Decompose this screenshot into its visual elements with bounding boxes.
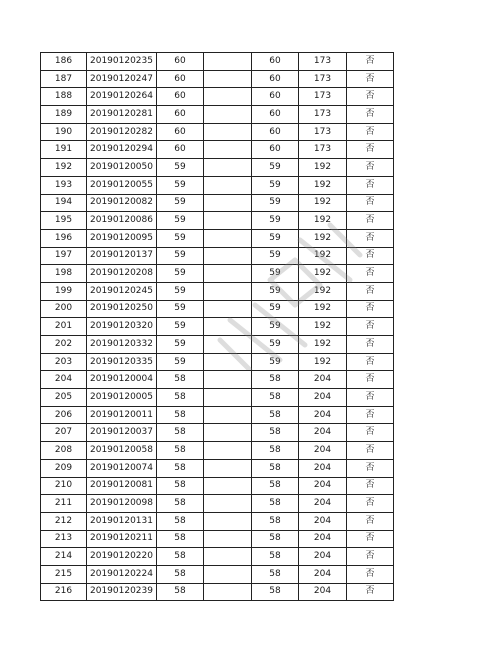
blank-cell xyxy=(204,530,252,548)
blank-cell xyxy=(204,212,252,230)
score-cell: 60 xyxy=(157,106,204,124)
total-score-cell: 60 xyxy=(252,106,299,124)
position-cell: 192 xyxy=(299,318,347,336)
status-cell: 否 xyxy=(347,371,394,389)
position-cell: 192 xyxy=(299,336,347,354)
position-cell: 192 xyxy=(299,159,347,177)
rank-cell: 197 xyxy=(41,247,87,265)
score-cell: 59 xyxy=(157,194,204,212)
rank-cell: 195 xyxy=(41,212,87,230)
student-id-cell: 20190120082 xyxy=(87,194,157,212)
table-row xyxy=(41,318,394,336)
student-id-cell: 20190120098 xyxy=(87,495,157,513)
total-score-cell: 59 xyxy=(252,229,299,247)
position-cell: 173 xyxy=(299,141,347,159)
blank-cell xyxy=(204,495,252,513)
student-id-cell: 20190120081 xyxy=(87,477,157,495)
status-cell: 否 xyxy=(347,336,394,354)
total-score-cell: 60 xyxy=(252,53,299,71)
position-cell: 192 xyxy=(299,229,347,247)
blank-cell xyxy=(204,282,252,300)
table-row xyxy=(41,53,394,71)
score-cell: 58 xyxy=(157,512,204,530)
blank-cell xyxy=(204,548,252,566)
student-id-cell: 20190120005 xyxy=(87,389,157,407)
total-score-cell: 59 xyxy=(252,265,299,283)
table-row xyxy=(41,336,394,354)
status-cell: 否 xyxy=(347,459,394,477)
status-cell: 否 xyxy=(347,106,394,124)
table-row xyxy=(41,565,394,583)
total-score-cell: 58 xyxy=(252,371,299,389)
table-row xyxy=(41,530,394,548)
student-id-cell: 20190120055 xyxy=(87,176,157,194)
position-cell: 204 xyxy=(299,389,347,407)
score-cell: 59 xyxy=(157,282,204,300)
rank-cell: 214 xyxy=(41,548,87,566)
rank-cell: 204 xyxy=(41,371,87,389)
blank-cell xyxy=(204,406,252,424)
rank-cell: 194 xyxy=(41,194,87,212)
blank-cell xyxy=(204,88,252,106)
total-score-cell: 59 xyxy=(252,212,299,230)
score-cell: 58 xyxy=(157,548,204,566)
position-cell: 192 xyxy=(299,247,347,265)
total-score-cell: 59 xyxy=(252,318,299,336)
blank-cell xyxy=(204,53,252,71)
score-cell: 58 xyxy=(157,424,204,442)
table-row xyxy=(41,106,394,124)
student-id-cell: 20190120074 xyxy=(87,459,157,477)
student-id-cell: 20190120011 xyxy=(87,406,157,424)
position-cell: 192 xyxy=(299,194,347,212)
status-cell: 否 xyxy=(347,282,394,300)
rank-cell: 203 xyxy=(41,353,87,371)
student-id-cell: 20190120294 xyxy=(87,141,157,159)
blank-cell xyxy=(204,265,252,283)
student-id-cell: 20190120086 xyxy=(87,212,157,230)
rank-cell: 216 xyxy=(41,583,87,601)
rank-cell: 211 xyxy=(41,495,87,513)
total-score-cell: 59 xyxy=(252,353,299,371)
table-row xyxy=(41,194,394,212)
total-score-cell: 60 xyxy=(252,70,299,88)
status-cell: 否 xyxy=(347,194,394,212)
score-cell: 59 xyxy=(157,176,204,194)
student-id-cell: 20190120335 xyxy=(87,353,157,371)
status-cell: 否 xyxy=(347,442,394,460)
position-cell: 204 xyxy=(299,371,347,389)
status-cell: 否 xyxy=(347,565,394,583)
score-cell: 58 xyxy=(157,389,204,407)
student-id-cell: 20190120245 xyxy=(87,282,157,300)
position-cell: 204 xyxy=(299,565,347,583)
student-id-cell: 20190120137 xyxy=(87,247,157,265)
total-score-cell: 59 xyxy=(252,194,299,212)
status-cell: 否 xyxy=(347,212,394,230)
score-cell: 58 xyxy=(157,530,204,548)
table-row xyxy=(41,583,394,601)
blank-cell xyxy=(204,512,252,530)
status-cell: 否 xyxy=(347,159,394,177)
status-cell: 否 xyxy=(347,88,394,106)
table-row xyxy=(41,229,394,247)
total-score-cell: 58 xyxy=(252,565,299,583)
status-cell: 否 xyxy=(347,53,394,71)
rank-cell: 202 xyxy=(41,336,87,354)
position-cell: 204 xyxy=(299,424,347,442)
total-score-cell: 58 xyxy=(252,442,299,460)
position-cell: 204 xyxy=(299,442,347,460)
position-cell: 173 xyxy=(299,53,347,71)
total-score-cell: 58 xyxy=(252,406,299,424)
blank-cell xyxy=(204,424,252,442)
table-row xyxy=(41,353,394,371)
score-cell: 58 xyxy=(157,565,204,583)
position-cell: 204 xyxy=(299,459,347,477)
table-row xyxy=(41,212,394,230)
blank-cell xyxy=(204,336,252,354)
status-cell: 否 xyxy=(347,229,394,247)
total-score-cell: 58 xyxy=(252,477,299,495)
position-cell: 204 xyxy=(299,512,347,530)
position-cell: 192 xyxy=(299,212,347,230)
table-row xyxy=(41,159,394,177)
status-cell: 否 xyxy=(347,123,394,141)
rank-cell: 191 xyxy=(41,141,87,159)
student-id-cell: 20190120037 xyxy=(87,424,157,442)
rank-cell: 209 xyxy=(41,459,87,477)
table-row xyxy=(41,300,394,318)
score-cell: 59 xyxy=(157,265,204,283)
blank-cell xyxy=(204,565,252,583)
position-cell: 173 xyxy=(299,70,347,88)
score-cell: 60 xyxy=(157,88,204,106)
table-row xyxy=(41,477,394,495)
table-row xyxy=(41,247,394,265)
blank-cell xyxy=(204,300,252,318)
position-cell: 204 xyxy=(299,495,347,513)
score-cell: 60 xyxy=(157,53,204,71)
results-table xyxy=(40,52,394,601)
table-row xyxy=(41,123,394,141)
blank-cell xyxy=(204,70,252,88)
student-id-cell: 20190120235 xyxy=(87,53,157,71)
student-id-cell: 20190120131 xyxy=(87,512,157,530)
total-score-cell: 58 xyxy=(252,530,299,548)
total-score-cell: 59 xyxy=(252,282,299,300)
table-row xyxy=(41,512,394,530)
total-score-cell: 59 xyxy=(252,247,299,265)
rank-cell: 190 xyxy=(41,123,87,141)
table-row xyxy=(41,265,394,283)
blank-cell xyxy=(204,247,252,265)
score-cell: 60 xyxy=(157,70,204,88)
rank-cell: 198 xyxy=(41,265,87,283)
total-score-cell: 58 xyxy=(252,495,299,513)
rank-cell: 187 xyxy=(41,70,87,88)
blank-cell xyxy=(204,371,252,389)
score-cell: 58 xyxy=(157,583,204,601)
position-cell: 173 xyxy=(299,106,347,124)
rank-cell: 188 xyxy=(41,88,87,106)
position-cell: 192 xyxy=(299,353,347,371)
blank-cell xyxy=(204,318,252,336)
student-id-cell: 20190120281 xyxy=(87,106,157,124)
score-cell: 59 xyxy=(157,247,204,265)
blank-cell xyxy=(204,229,252,247)
status-cell: 否 xyxy=(347,70,394,88)
rank-cell: 186 xyxy=(41,53,87,71)
total-score-cell: 60 xyxy=(252,88,299,106)
rank-cell: 201 xyxy=(41,318,87,336)
score-cell: 60 xyxy=(157,141,204,159)
rank-cell: 207 xyxy=(41,424,87,442)
position-cell: 192 xyxy=(299,176,347,194)
position-cell: 192 xyxy=(299,300,347,318)
total-score-cell: 60 xyxy=(252,123,299,141)
rank-cell: 199 xyxy=(41,282,87,300)
student-id-cell: 20190120320 xyxy=(87,318,157,336)
rank-cell: 210 xyxy=(41,477,87,495)
table-body xyxy=(41,53,394,601)
status-cell: 否 xyxy=(347,424,394,442)
table-row xyxy=(41,424,394,442)
position-cell: 204 xyxy=(299,406,347,424)
student-id-cell: 20190120220 xyxy=(87,548,157,566)
table-row xyxy=(41,88,394,106)
position-cell: 173 xyxy=(299,88,347,106)
score-cell: 59 xyxy=(157,353,204,371)
rank-cell: 193 xyxy=(41,176,87,194)
blank-cell xyxy=(204,353,252,371)
student-id-cell: 20190120282 xyxy=(87,123,157,141)
table-row xyxy=(41,70,394,88)
status-cell: 否 xyxy=(347,583,394,601)
score-cell: 58 xyxy=(157,371,204,389)
total-score-cell: 60 xyxy=(252,141,299,159)
rank-cell: 189 xyxy=(41,106,87,124)
total-score-cell: 59 xyxy=(252,336,299,354)
student-id-cell: 20190120050 xyxy=(87,159,157,177)
student-id-cell: 20190120095 xyxy=(87,229,157,247)
status-cell: 否 xyxy=(347,389,394,407)
blank-cell xyxy=(204,176,252,194)
blank-cell xyxy=(204,141,252,159)
rank-cell: 196 xyxy=(41,229,87,247)
status-cell: 否 xyxy=(347,477,394,495)
position-cell: 204 xyxy=(299,477,347,495)
table-row xyxy=(41,548,394,566)
status-cell: 否 xyxy=(347,176,394,194)
table-row xyxy=(41,389,394,407)
total-score-cell: 58 xyxy=(252,548,299,566)
rank-cell: 206 xyxy=(41,406,87,424)
blank-cell xyxy=(204,442,252,460)
student-id-cell: 20190120058 xyxy=(87,442,157,460)
score-cell: 59 xyxy=(157,229,204,247)
score-cell: 59 xyxy=(157,300,204,318)
score-cell: 59 xyxy=(157,212,204,230)
rank-cell: 200 xyxy=(41,300,87,318)
position-cell: 192 xyxy=(299,265,347,283)
score-cell: 59 xyxy=(157,318,204,336)
rank-cell: 205 xyxy=(41,389,87,407)
table-row xyxy=(41,406,394,424)
blank-cell xyxy=(204,194,252,212)
status-cell: 否 xyxy=(347,495,394,513)
table-row xyxy=(41,442,394,460)
table-row xyxy=(41,459,394,477)
student-id-cell: 20190120332 xyxy=(87,336,157,354)
status-cell: 否 xyxy=(347,353,394,371)
score-cell: 58 xyxy=(157,477,204,495)
score-cell: 58 xyxy=(157,442,204,460)
student-id-cell: 20190120250 xyxy=(87,300,157,318)
status-cell: 否 xyxy=(347,300,394,318)
table-row xyxy=(41,371,394,389)
student-id-cell: 20190120004 xyxy=(87,371,157,389)
student-id-cell: 20190120239 xyxy=(87,583,157,601)
rank-cell: 212 xyxy=(41,512,87,530)
rank-cell: 213 xyxy=(41,530,87,548)
results-table-container xyxy=(40,52,394,601)
position-cell: 173 xyxy=(299,123,347,141)
score-cell: 60 xyxy=(157,123,204,141)
blank-cell xyxy=(204,583,252,601)
total-score-cell: 58 xyxy=(252,424,299,442)
total-score-cell: 59 xyxy=(252,159,299,177)
student-id-cell: 20190120247 xyxy=(87,70,157,88)
total-score-cell: 58 xyxy=(252,459,299,477)
total-score-cell: 58 xyxy=(252,583,299,601)
status-cell: 否 xyxy=(347,406,394,424)
status-cell: 否 xyxy=(347,512,394,530)
table-row xyxy=(41,141,394,159)
blank-cell xyxy=(204,459,252,477)
position-cell: 204 xyxy=(299,530,347,548)
status-cell: 否 xyxy=(347,318,394,336)
blank-cell xyxy=(204,159,252,177)
table-row xyxy=(41,282,394,300)
rank-cell: 192 xyxy=(41,159,87,177)
status-cell: 否 xyxy=(347,141,394,159)
table-row xyxy=(41,176,394,194)
student-id-cell: 20190120211 xyxy=(87,530,157,548)
total-score-cell: 58 xyxy=(252,389,299,407)
student-id-cell: 20190120264 xyxy=(87,88,157,106)
position-cell: 204 xyxy=(299,583,347,601)
blank-cell xyxy=(204,106,252,124)
position-cell: 204 xyxy=(299,548,347,566)
total-score-cell: 59 xyxy=(252,300,299,318)
status-cell: 否 xyxy=(347,548,394,566)
score-cell: 58 xyxy=(157,459,204,477)
blank-cell xyxy=(204,389,252,407)
student-id-cell: 20190120208 xyxy=(87,265,157,283)
status-cell: 否 xyxy=(347,530,394,548)
blank-cell xyxy=(204,477,252,495)
score-cell: 58 xyxy=(157,495,204,513)
status-cell: 否 xyxy=(347,265,394,283)
position-cell: 192 xyxy=(299,282,347,300)
score-cell: 59 xyxy=(157,336,204,354)
score-cell: 59 xyxy=(157,159,204,177)
total-score-cell: 59 xyxy=(252,176,299,194)
rank-cell: 208 xyxy=(41,442,87,460)
total-score-cell: 58 xyxy=(252,512,299,530)
score-cell: 58 xyxy=(157,406,204,424)
student-id-cell: 20190120224 xyxy=(87,565,157,583)
rank-cell: 215 xyxy=(41,565,87,583)
blank-cell xyxy=(204,123,252,141)
table-row xyxy=(41,495,394,513)
status-cell: 否 xyxy=(347,247,394,265)
